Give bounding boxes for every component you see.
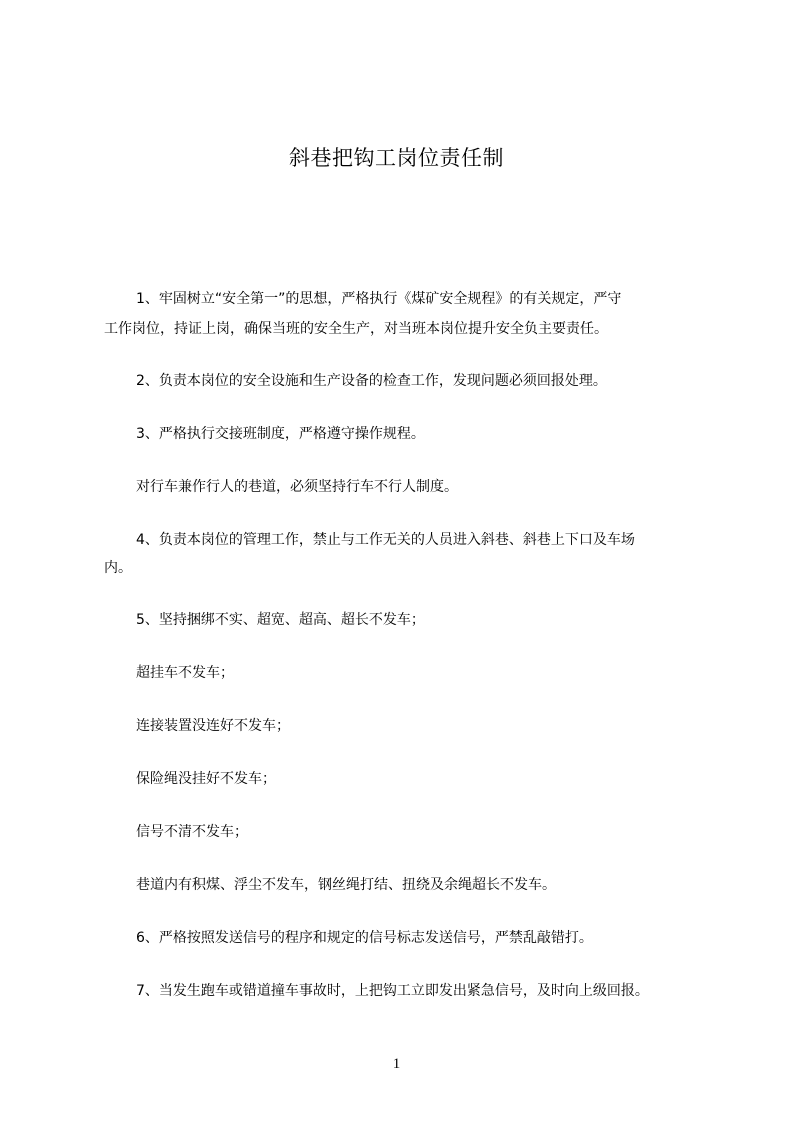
paragraph-3: 3、严格执行交接班制度，严格遵守操作规程。 — [136, 426, 425, 442]
paragraph-3-continued: 对行车兼作行人的巷道，必须坚持行车不行人制度。 — [136, 479, 458, 495]
paragraph-5-item-f: 巷道内有积煤、浮尘不发车，钢丝绳打结、扭绕及余绳超长不发车。 — [136, 877, 556, 893]
paragraph-4-line-1: 4、负责本岗位的管理工作，禁止与工作无关的人员进入斜巷、斜巷上下口及车场 — [136, 532, 635, 548]
paragraph-1-line-2: 工作岗位，持证上岗，确保当班的安全生产，对当班本岗位提升安全负主要责任。 — [104, 321, 608, 337]
paragraph-5-item-d: 保险绳没挂好不发车； — [136, 771, 276, 787]
paragraph-5-item-c: 连接装置没连好不发车； — [136, 718, 290, 734]
paragraph-2: 2、负责本岗位的安全设施和生产设备的检查工作，发现问题必须回报处理。 — [136, 373, 607, 389]
paragraph-7: 7、当发生跑车或错道撞车事故时，上把钩工立即发出紧急信号，及时向上级回报。 — [136, 983, 649, 999]
paragraph-5-item-b: 超挂车不发车； — [136, 665, 234, 681]
paragraph-5: 5、坚持捆绑不实、超宽、超高、超长不发车； — [136, 612, 425, 628]
paragraph-4-line-2: 内。 — [104, 560, 132, 576]
document-title: 斜巷把钩工岗位责任制 — [289, 146, 504, 170]
paragraph-5-item-e: 信号不清不发车； — [136, 824, 248, 840]
page-number: 1 — [392, 1056, 401, 1072]
paragraph-6: 6、严格按照发送信号的程序和规定的信号标志发送信号，严禁乱敲错打。 — [136, 930, 593, 946]
paragraph-1-line-1: 1、牢固树立“安全第一”的思想，严格执行《煤矿安全规程》的有关规定，严守 — [136, 291, 622, 307]
